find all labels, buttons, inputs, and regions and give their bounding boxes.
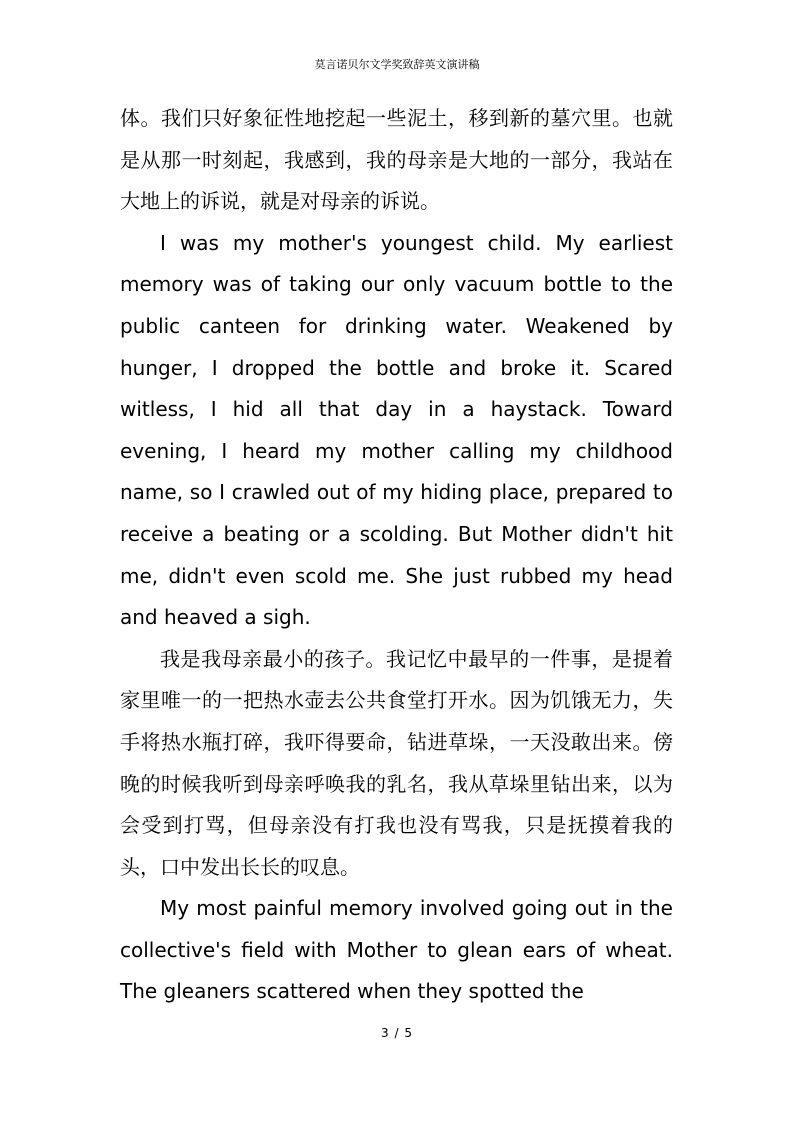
page-number: 3 / 5 xyxy=(381,1026,413,1040)
paragraph-english-vacuum-bottle: I was my mother's youngest child. My earliest memory was of taking our only vacuum bottle to the public canteen for drinking water. Weakened by hunger, I dropped the bottle and broke it. Scared witless, I hid all that day in a haystack. Toward evening, I heard my mother calling my childhood name, so I crawled out of my hiding place, prepared to receive a beating or a scolding. But Mother didn't hit me, didn't even scold me. She just rubbed my head and heaved a sigh. xyxy=(120,230,673,630)
paragraph-chinese-vacuum-bottle: 我是我母亲最小的孩子。我记忆中最早的一件事，是提着家里唯一的一把热水壶去公共食堂打开水。因为饥饿无力，失手将热水瓶打碎，我吓得要命，钻进草垛，一天没敢出来。傍晚的时候我听到母亲呼唤我的乳名，我从草垛里钻出来，以为会受到打骂，但母亲没有打我也没有骂我，只是抚摸着我的头，口中发出长长的叹息。 xyxy=(120,646,673,879)
paragraph-english-painful-memory: My most painful memory involved going out in the collective's field with Mother to glean ears of wheat. The gleaners scattered when they spotted the xyxy=(120,896,673,1004)
document-body xyxy=(120,98,673,1013)
paragraph-continuation-chinese: 体。我们只好象征性地挖起一些泥土，移到新的墓穴里。也就是从那一时刻起，我感到，我的母亲是大地的一部分，我站在大地上的诉说，就是对母亲的诉说。 xyxy=(120,106,673,214)
page-header-title: 莫言诺贝尔文学奖致辞英文演讲稿 xyxy=(314,58,480,71)
